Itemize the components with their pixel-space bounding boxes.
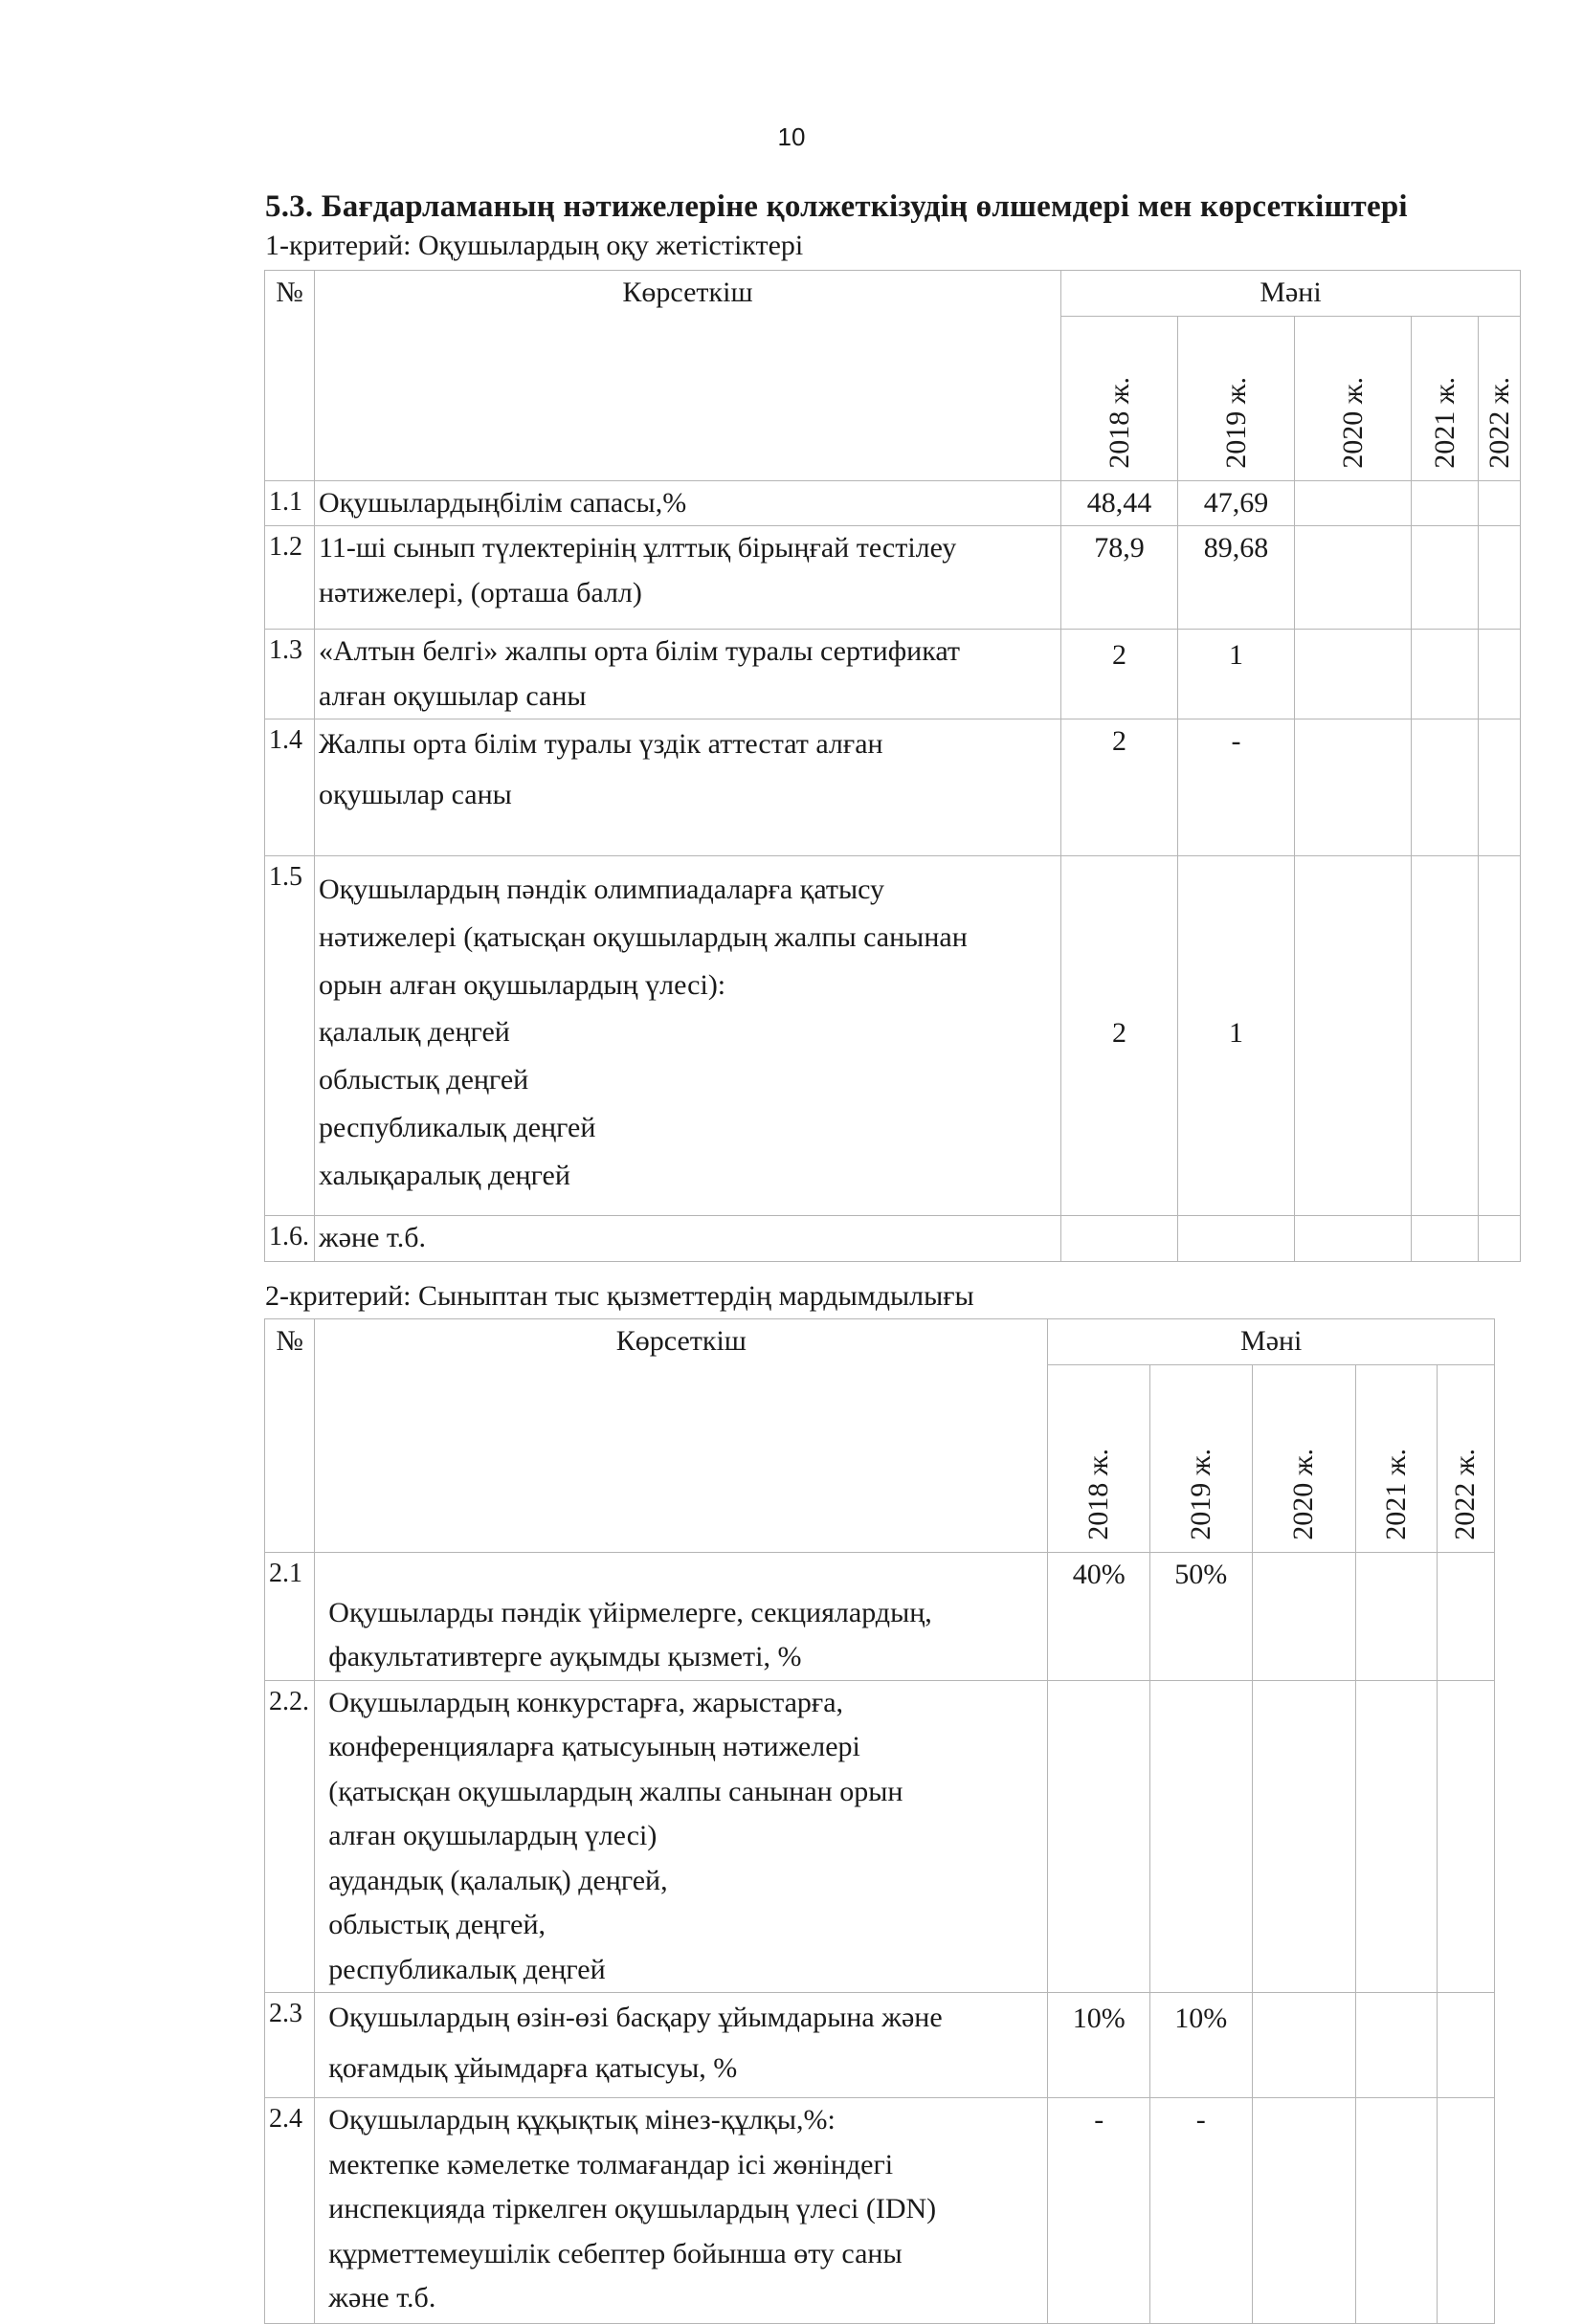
value-cell xyxy=(1295,856,1412,1216)
value-cell xyxy=(1149,1680,1252,1993)
value-cell xyxy=(1295,526,1412,630)
value-cell xyxy=(1295,480,1412,526)
indicator-line: облыстық деңгей xyxy=(319,1064,529,1096)
year-label: 2018 ж. xyxy=(1103,376,1135,469)
value-cell xyxy=(1479,856,1521,1216)
year-header-cell xyxy=(1356,1364,1437,1552)
indicator-line: құрметтемеушілік себептер бойынша өту саны xyxy=(328,2237,903,2269)
row-indicator xyxy=(315,719,1061,856)
value-cell: - xyxy=(1178,719,1295,856)
table-row xyxy=(265,630,1521,719)
table-row xyxy=(265,1552,1495,1680)
criterion-1-table xyxy=(264,270,1521,1262)
row-indicator xyxy=(315,480,1061,526)
indicator-line: қалалық деңгей xyxy=(319,1016,510,1049)
value-cell xyxy=(1437,2098,1494,2324)
value-cell xyxy=(1479,719,1521,856)
header-value: Мәні xyxy=(1048,1319,1495,1365)
header-no: № xyxy=(265,1319,315,1553)
year-header-cell xyxy=(1252,1364,1356,1552)
indicator-line: конференцияларға қатысуының нәтижелері xyxy=(328,1731,860,1762)
criterion-2-table xyxy=(264,1318,1495,2324)
value-cell xyxy=(1412,856,1479,1216)
header-no: № xyxy=(265,271,315,481)
value-cell xyxy=(1437,1993,1494,2098)
year-label: 2019 ж. xyxy=(1184,1448,1216,1540)
criterion-1-title: 1-критерий: Оқушылардың оқу жетістіктері xyxy=(265,230,804,261)
value-cell: 2 xyxy=(1061,856,1178,1216)
header-indicator: Көрсеткіш xyxy=(315,1319,1048,1553)
year-header-cell xyxy=(1437,1364,1494,1552)
table-row xyxy=(265,526,1521,630)
year-label: 2018 ж. xyxy=(1081,1448,1114,1540)
value-cell: 47,69 xyxy=(1178,480,1295,526)
page-number: 10 xyxy=(777,122,806,151)
indicator-line: алған оқушылар саны xyxy=(319,679,587,712)
value-cell xyxy=(1252,1552,1356,1680)
indicator-line: (қатысқан оқушылардың жалпы санынан орын xyxy=(328,1775,903,1807)
row-indicator xyxy=(315,2098,1048,2324)
indicator-line: нәтижелері (қатысқан оқушылардың жалпы санынан xyxy=(319,920,968,953)
value-cell xyxy=(1479,630,1521,719)
year-label: 2020 ж. xyxy=(1336,376,1369,469)
row-indicator xyxy=(315,856,1061,1216)
header-indicator: Көрсеткіш xyxy=(315,271,1061,481)
indicator-line: «Алтын белгі» жалпы орта білім туралы сертификат xyxy=(319,635,960,667)
value-cell xyxy=(1437,1552,1494,1680)
row-number: 2.3 xyxy=(265,1993,315,2098)
value-cell xyxy=(1356,1552,1437,1680)
indicator-line: Оқушылардыңбілім сапасы,% xyxy=(319,486,687,519)
year-label: 2022 ж. xyxy=(1449,1448,1482,1540)
row-number: 2.4 xyxy=(265,2098,315,2324)
value-cell: 10% xyxy=(1048,1993,1150,2098)
value-cell: - xyxy=(1048,2098,1150,2324)
row-number: 1.2 xyxy=(265,526,315,630)
value-cell: 50% xyxy=(1149,1552,1252,1680)
row-indicator xyxy=(315,630,1061,719)
value-cell xyxy=(1252,1993,1356,2098)
indicator-line: алған оқушылардың үлесі) xyxy=(328,1820,658,1851)
value-cell xyxy=(1412,719,1479,856)
value-cell: 78,9 xyxy=(1061,526,1178,630)
criterion-2-title: 2-критерий: Сыныптан тыс қызметтердің мардымдылығы xyxy=(265,1280,974,1312)
indicator-line: Оқушылардың құқықтық мінез-құлқы,%: xyxy=(328,2104,836,2136)
year-label: 2021 ж. xyxy=(1428,376,1460,469)
table-row xyxy=(265,719,1521,856)
value-cell xyxy=(1479,526,1521,630)
row-number: 2.2. xyxy=(265,1680,315,1993)
table-row xyxy=(265,856,1521,1216)
indicator-line: республикалық деңгей xyxy=(319,1111,596,1143)
indicator-line: қоғамдық ұйымдарға қатысуы, % xyxy=(328,2051,738,2084)
year-header-cell xyxy=(1178,316,1295,480)
indicator-line: 11-ші сынып түлектерінің ұлттық бірыңғай тестілеу xyxy=(319,532,957,564)
table-row xyxy=(265,1993,1495,2098)
row-indicator xyxy=(315,1552,1048,1680)
value-cell: 10% xyxy=(1149,1993,1252,2098)
row-indicator xyxy=(315,1993,1048,2098)
value-cell xyxy=(1252,2098,1356,2324)
value-cell xyxy=(1356,2098,1437,2324)
value-cell xyxy=(1356,1680,1437,1993)
row-number: 1.1 xyxy=(265,480,315,526)
indicator-line: орын алған оқушылардың үлесі): xyxy=(319,968,726,1001)
year-header-cell xyxy=(1412,316,1479,480)
row-number: 1.4 xyxy=(265,719,315,856)
indicator-line: мектепке кәмелетке толмағандар ісі жөніндегі xyxy=(328,2148,894,2180)
indicator-line: аудандық (қалалық) деңгей, xyxy=(328,1864,668,1896)
table-row xyxy=(265,2098,1495,2324)
value-cell xyxy=(1048,1680,1150,1993)
indicator-line: оқушылар саны xyxy=(319,778,512,810)
indicator-line: Оқушылардың пәндік олимпиадаларға қатысу xyxy=(319,874,885,905)
row-indicator xyxy=(315,1216,1061,1262)
value-cell xyxy=(1295,719,1412,856)
row-number: 1.3 xyxy=(265,630,315,719)
value-cell: 1 xyxy=(1178,856,1295,1216)
value-cell xyxy=(1178,1216,1295,1262)
year-header-cell xyxy=(1479,316,1521,480)
table-row xyxy=(265,1680,1495,1993)
indicator-line: Оқушылардың конкурстарға, жарыстарға, xyxy=(328,1686,844,1718)
value-cell: 2 xyxy=(1061,630,1178,719)
table-row xyxy=(265,1216,1521,1262)
value-cell xyxy=(1252,1680,1356,1993)
indicator-line: және т.б. xyxy=(328,2282,436,2313)
row-indicator xyxy=(315,526,1061,630)
indicator-line: Жалпы орта білім туралы үздік аттестат алған xyxy=(319,728,883,760)
row-number: 1.5 xyxy=(265,856,315,1216)
section-heading: 5.3. Бағдарламаның нәтижелеріне қолжеткізудің өлшемдері мен көрсеткіштері xyxy=(265,189,1408,224)
value-cell: - xyxy=(1149,2098,1252,2324)
value-cell: 89,68 xyxy=(1178,526,1295,630)
indicator-line: Оқушыларды пәндік үйірмелерге, секциялардың, xyxy=(328,1596,932,1628)
header-value: Мәні xyxy=(1061,271,1521,317)
value-cell xyxy=(1479,480,1521,526)
value-cell xyxy=(1295,1216,1412,1262)
year-header-cell xyxy=(1061,316,1178,480)
value-cell xyxy=(1356,1993,1437,2098)
value-cell xyxy=(1479,1216,1521,1262)
year-label: 2019 ж. xyxy=(1219,376,1252,469)
indicator-line: нәтижелері, (орташа балл) xyxy=(319,576,642,609)
value-cell xyxy=(1412,1216,1479,1262)
year-header-cell xyxy=(1149,1364,1252,1552)
indicator-line: облыстық деңгей, xyxy=(328,1909,546,1940)
row-number: 1.6. xyxy=(265,1216,315,1262)
indicator-line: халықаралық деңгей xyxy=(319,1159,570,1191)
value-cell xyxy=(1412,526,1479,630)
value-cell xyxy=(1061,1216,1178,1262)
value-cell: 40% xyxy=(1048,1552,1150,1680)
year-label: 2020 ж. xyxy=(1287,1448,1320,1540)
value-cell xyxy=(1295,630,1412,719)
row-indicator xyxy=(315,1680,1048,1993)
year-header-cell xyxy=(1048,1364,1150,1552)
value-cell xyxy=(1412,630,1479,719)
indicator-line: және т.б. xyxy=(319,1222,427,1253)
indicator-line: республикалық деңгей xyxy=(328,1953,606,1985)
value-cell: 1 xyxy=(1178,630,1295,719)
year-header-cell xyxy=(1295,316,1412,480)
year-label: 2022 ж. xyxy=(1483,376,1515,469)
value-cell xyxy=(1437,1680,1494,1993)
value-cell: 48,44 xyxy=(1061,480,1178,526)
indicator-line: факультативтерге ауқымды қызметі, % xyxy=(328,1641,802,1672)
year-label: 2021 ж. xyxy=(1379,1448,1412,1540)
row-number: 2.1 xyxy=(265,1552,315,1680)
indicator-line: инспекцияда тіркелген оқушылардың үлесі (IDN) xyxy=(328,2193,937,2224)
value-cell xyxy=(1412,480,1479,526)
table-row xyxy=(265,480,1521,526)
indicator-line: Оқушылардың өзін-өзі басқару ұйымдарына және xyxy=(328,2002,943,2033)
value-cell: 2 xyxy=(1061,719,1178,856)
